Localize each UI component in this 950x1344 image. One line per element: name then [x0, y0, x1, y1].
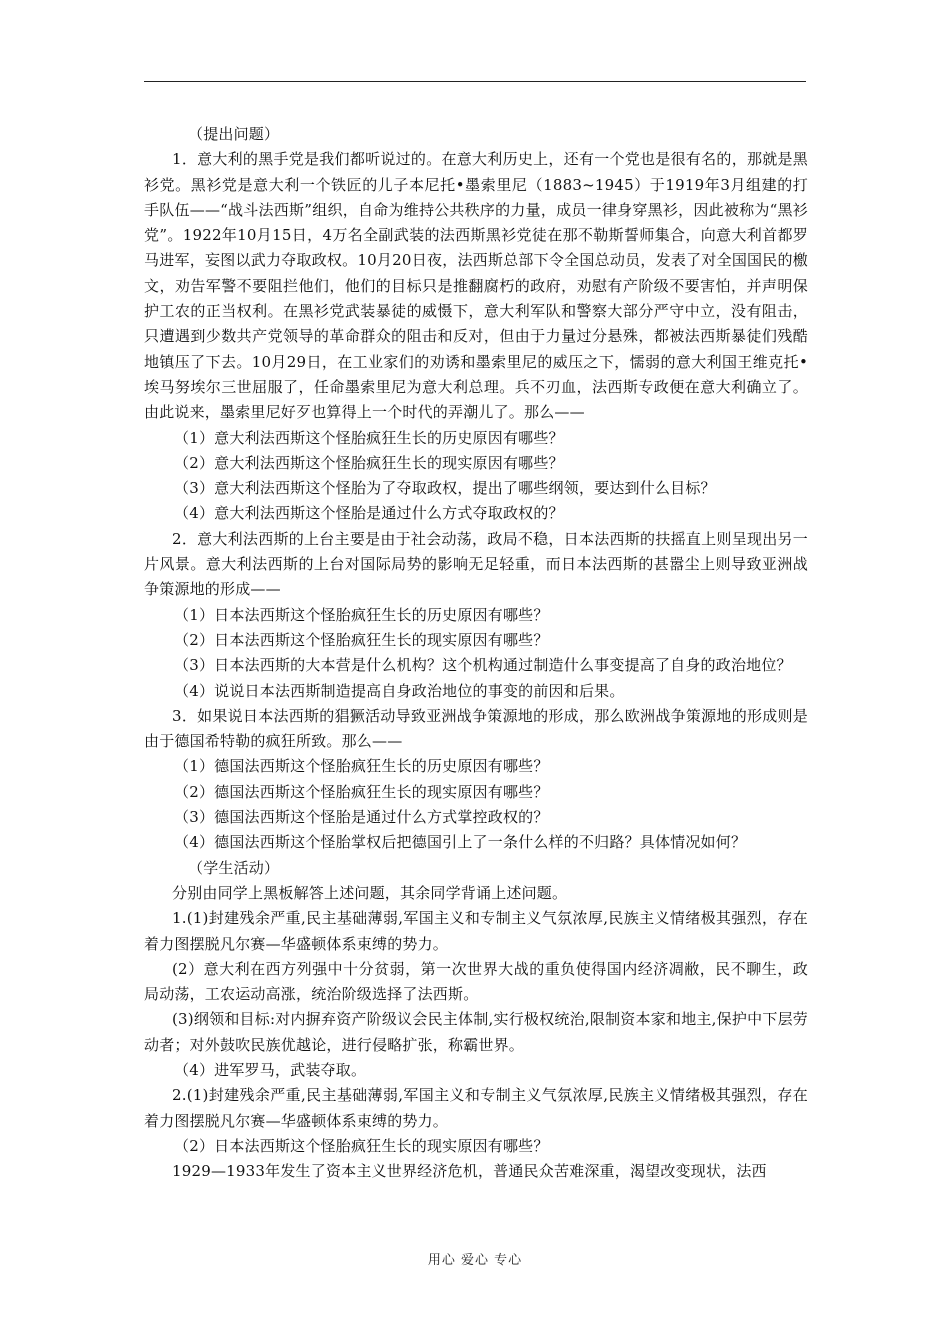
- paragraph: （学生活动）: [188, 858, 280, 877]
- page-footer: 用心 爱心 专心: [427, 1253, 523, 1268]
- paragraph: (3)纲领和目标:对内摒弃资产阶级议会民主体制,实行极权统治,限制资本家和地主,保护中下层劳动者；对外鼓吹民族优越论，进行侵略扩张，称霸世界。: [144, 1010, 808, 1054]
- paragraph: （1）日本法西斯这个怪胎疯狂生长的历史原因有哪些？: [174, 605, 549, 624]
- paragraph: （4）进军罗马，武装夺取。: [174, 1060, 367, 1079]
- paragraph: （2）日本法西斯这个怪胎疯狂生长的现实原因有哪些？: [174, 1136, 549, 1155]
- paragraph: （4）说说日本法西斯制造提高自身政治地位的事变的前因和后果。: [174, 681, 625, 700]
- paragraph: 分别由同学上黑板解答上述问题，其余同学背诵上述问题。: [172, 883, 568, 902]
- paragraph: （3）日本法西斯的大本营是什么机构？这个机构通过制造什么事变提高了自身的政治地位？: [174, 656, 792, 675]
- header-rule: [144, 81, 806, 82]
- paragraph: 3．如果说日本法西斯的猖獗活动导致亚洲战争策源地的形成，那么欧洲战争策源地的形成则是由于德国希特勒的疯狂所致。那么——: [144, 706, 808, 751]
- paragraph: （2）德国法西斯这个怪胎疯狂生长的现实原因有哪些？: [174, 782, 549, 801]
- paragraph: （4）意大利法西斯这个怪胎是通过什么方式夺取政权的？: [174, 504, 564, 523]
- paragraph: 2.(1)封建残余严重,民主基础薄弱,军国主义和专制主义气氛浓厚,民族主义情绪极其强烈，存在着力图摆脱凡尔赛—华盛顿体系束缚的势力。: [144, 1086, 808, 1130]
- paragraph: （2）意大利法西斯这个怪胎疯狂生长的现实原因有哪些？: [174, 453, 564, 472]
- paragraph: 1.(1)封建残余严重,民主基础薄弱,军国主义和专制主义气氛浓厚,民族主义情绪极其强烈，存在着力图摆脱凡尔赛—华盛顿体系束缚的势力。: [144, 909, 808, 953]
- paragraph: （2）日本法西斯这个怪胎疯狂生长的现实原因有哪些？: [174, 630, 549, 649]
- paragraph: （3）意大利法西斯这个怪胎为了夺取政权，提出了哪些纲领，要达到什么目标？: [174, 479, 716, 498]
- paragraph: （提出问题）: [188, 125, 280, 143]
- document-body: [144, 122, 808, 1184]
- paragraph: （4）德国法西斯这个怪胎掌权后把德国引上了一条什么样的不归路？具体情况如何？: [174, 833, 747, 852]
- paragraph: 2．意大利法西斯的上台主要是由于社会动荡，政局不稳，日本法西斯的扶摇直上则呈现出另一片风景。意大利法西斯的上台对国际局势的影响无足轻重，而日本法西斯的甚嚣尘上则导致亚洲战争策源地的形成——: [144, 529, 808, 599]
- paragraph: 1．意大利的黑手党是我们都听说过的。在意大利历史上，还有一个党也是很有名的，那就是黑衫党。黑衫党是意大利一个铁匠的儿子本尼托•墨索里尼（1883~1945）于1919年3月组建的打手队伍——“战斗法西斯”组织，自命为维持公共秩序的力量，成员一律身穿黑衫，因此被称为“黑衫党”。1922年10月15日，4万名全副武装的法西斯黑衫党徒在那不勒斯誓师集合，向意大利首都罗马进军，妄图以武力夺取政权。10月20日夜，法西斯总部下令全国总动员，发表了对全国国民的檄文，劝告军警不要阻拦他们，他们的目标只是推翻腐朽的政府，劝慰有产阶级不要害怕，并声明保护工农的正当权利。在黑衫党武装暴徒的威慑下，意大利军队和警察大部分严守中立，没有阻击，只遭遇到少数共产党领导的革命群众的阻击和反对，但由于力量过分悬殊，都被法西斯暴徒们残酷地镇压了下去。10月29日，在工业家们的劝诱和墨索里尼的威压之下，懦弱的意大利国王维克托•埃马努埃尔三世屈服了，任命墨索里尼为意大利总理。兵不刃血，法西斯专政便在意大利确立了。由此说来，墨索里尼好歹也算得上一个时代的弄潮儿了。那么——: [144, 150, 808, 422]
- paragraph: 1929—1933年发生了资本主义世界经济危机，普通民众苦难深重，渴望改变现状，法西: [172, 1162, 767, 1181]
- paragraph: （1）意大利法西斯这个怪胎疯狂生长的历史原因有哪些？: [174, 428, 564, 447]
- paragraph: （3）德国法西斯这个怪胎是通过什么方式掌控政权的？: [174, 808, 549, 827]
- paragraph: （1）德国法西斯这个怪胎疯狂生长的历史原因有哪些？: [174, 757, 549, 776]
- paragraph: (2）意大利在西方列强中十分贫弱，第一次世界大战的重负使得国内经济凋敝，民不聊生，政局动荡，工农运动高涨，统治阶级选择了法西斯。: [144, 959, 808, 1004]
